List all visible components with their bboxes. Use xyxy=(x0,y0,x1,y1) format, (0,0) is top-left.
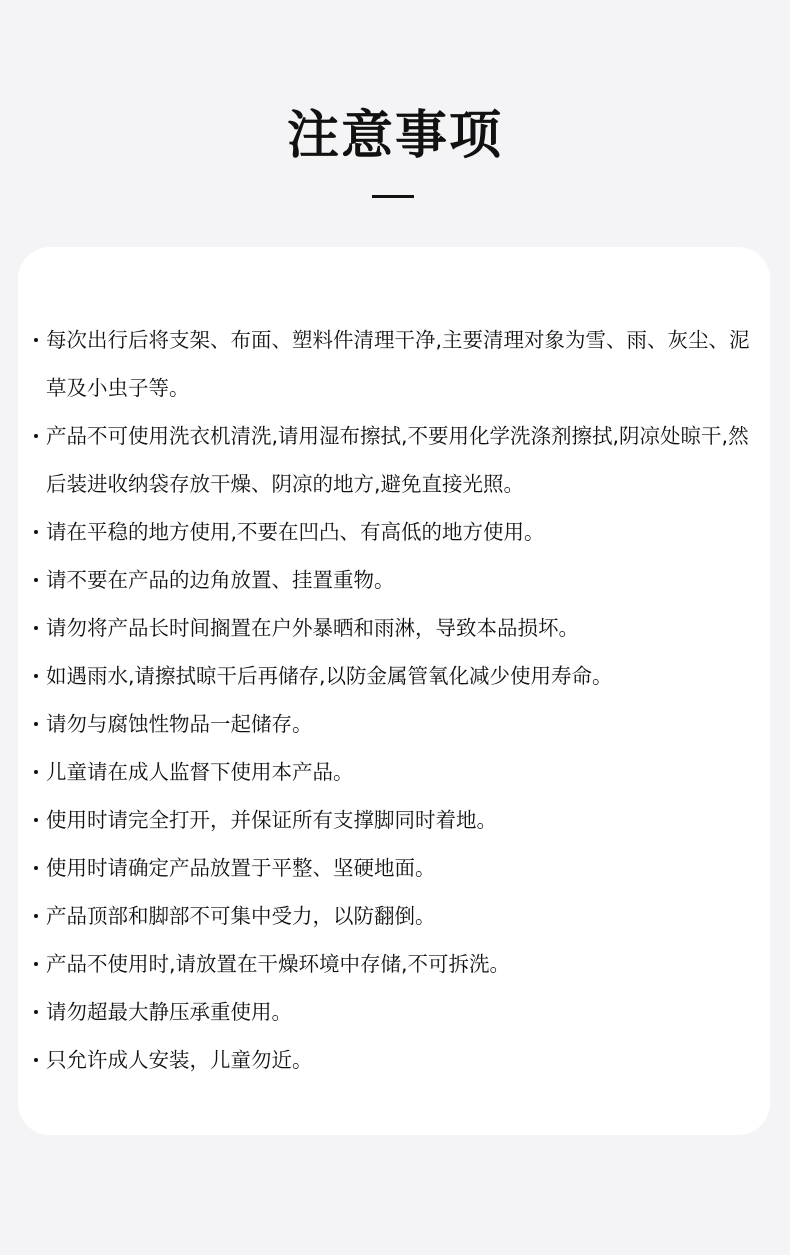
note-text: 请在平稳的地方使用,不要在凹凸、有高低的地方使用。 xyxy=(46,520,545,544)
bullet-dot-icon xyxy=(34,962,38,966)
list-item xyxy=(30,892,760,940)
title-underline xyxy=(372,195,414,198)
note-text: 请勿与腐蚀性物品一起储存。 xyxy=(46,712,313,736)
bullet-dot-icon xyxy=(34,1010,38,1014)
bullet-dot-icon xyxy=(34,530,38,534)
page-title: 注意事项 xyxy=(286,106,503,166)
bullet-dot-icon xyxy=(34,770,38,774)
list-item xyxy=(30,988,760,1036)
list-item xyxy=(30,796,760,844)
list-item xyxy=(30,556,760,604)
note-text: 使用时请确定产品放置于平整、坚硬地面。 xyxy=(46,856,436,880)
list-item xyxy=(30,508,760,556)
list-item xyxy=(30,604,760,652)
bullet-dot-icon xyxy=(34,338,38,342)
bullet-dot-icon xyxy=(34,818,38,822)
note-text: 请勿超最大静压承重使用。 xyxy=(46,1000,292,1024)
bullet-dot-icon xyxy=(34,914,38,918)
list-item xyxy=(30,844,760,892)
note-text: 只允许成人安装，儿童勿近。 xyxy=(46,1048,313,1072)
note-text: 如遇雨水,请擦拭晾干后再储存,以防金属管氧化减少使用寿命。 xyxy=(46,664,613,688)
list-item xyxy=(30,700,760,748)
bullet-dot-icon xyxy=(34,674,38,678)
bullet-dot-icon xyxy=(34,434,38,438)
note-text: 每次出行后将支架、布面、塑料件清理干净,主要清理对象为雪、雨、灰尘、泥草及小虫子等。 xyxy=(46,328,750,400)
note-text: 产品顶部和脚部不可集中受力，以防翻倒。 xyxy=(46,904,436,928)
note-text: 产品不使用时,请放置在干燥环境中存储,不可拆洗。 xyxy=(46,952,511,976)
note-text: 请不要在产品的边角放置、挂置重物。 xyxy=(46,568,395,592)
bullet-dot-icon xyxy=(34,866,38,870)
bullet-dot-icon xyxy=(34,626,38,630)
bullet-dot-icon xyxy=(34,578,38,582)
list-item xyxy=(30,412,760,508)
list-item xyxy=(30,940,760,988)
list-item xyxy=(30,748,760,796)
list-item xyxy=(30,316,760,412)
notes-list xyxy=(30,316,760,1084)
list-item xyxy=(30,1036,760,1084)
note-text: 儿童请在成人监督下使用本产品。 xyxy=(46,760,354,784)
bullet-dot-icon xyxy=(34,1058,38,1062)
list-item xyxy=(30,652,760,700)
bullet-dot-icon xyxy=(34,722,38,726)
note-text: 使用时请完全打开，并保证所有支撑脚同时着地。 xyxy=(46,808,497,832)
note-text: 产品不可使用洗衣机清洗,请用湿布擦拭,不要用化学洗涤剂擦拭,阴凉处晾干,然后装进收纳袋存放干燥、阴凉的地方,避免直接光照。 xyxy=(46,424,749,496)
note-text: 请勿将产品长时间搁置在户外暴晒和雨淋，导致本品损坏。 xyxy=(46,616,579,640)
